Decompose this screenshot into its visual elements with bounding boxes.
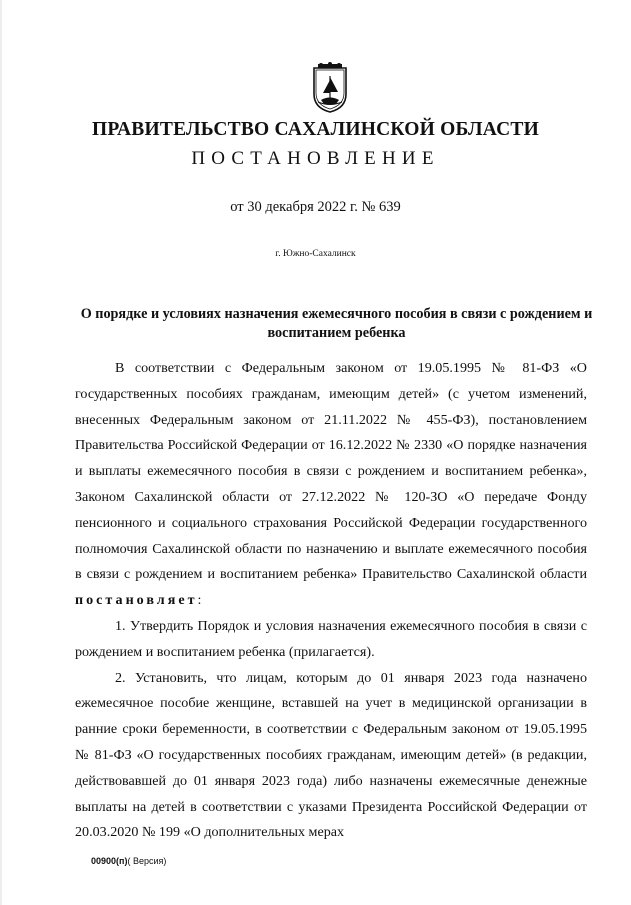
decree-word: постановляет bbox=[75, 592, 198, 609]
document-title: О порядке и условиях назначения ежемесячного пособия в связи с рождением и воспитанием ребенка bbox=[80, 306, 593, 341]
city-name: г. Южно-Сахалинск bbox=[275, 249, 356, 259]
date-and-number: от 30 декабря 2022 г. № 639 bbox=[230, 199, 401, 215]
coat-of-arms-icon bbox=[310, 62, 350, 114]
document-type: ПОСТАНОВЛЕНИЕ bbox=[191, 148, 440, 169]
document-body bbox=[75, 356, 587, 846]
decree-suffix: : bbox=[197, 592, 202, 609]
preamble-text: В соответствии с Федеральным законом от 19.05.1995 № 81-ФЗ «О государственных пособиях гражданам, имеющим детей» (с учетом изменений, внесенных Федеральным законом от 21.11.2022 № 455-ФЗ), постановлением Правительства Российской Федерации от 16.12.2022 № 2330 «О порядке назначения и выплаты ежемесячного пособия в связи с рождением и воспитанием ребенка», Законом Сахалинской области от 27.12.2022 № 120-ЗО «О передаче Фонду пенсионного и социального страхования Российской Федерации государственного полномочия Сахалинской области по назначению и выплате ежемесячного пособия в связи с рождением и воспитанием ребенка» Правительство Сахалинской области bbox=[75, 360, 587, 583]
organization-name: ПРАВИТЕЛЬСТВО САХАЛИНСКОЙ ОБЛАСТИ bbox=[92, 119, 539, 140]
item-1: 1. Утвердить Порядок и условия назначения ежемесячного пособия в связи с рождением и воспитанием ребенка (прилагается). bbox=[75, 617, 587, 660]
item-2: 2. Установить, что лицам, которым до 01 января 2023 года назначено ежемесячное пособие женщине, вставшей на учет в медицинской организации в ранние сроки беременности, в соответствии с Федеральным законом от 19.05.1995 № 81-ФЗ «О государственных пособиях гражданам, имеющим детей» (в редакции, действовавшей до 01 января 2023 года) либо назначены ежемесячные денежные выплаты на детей в соответствии с указами Президента Российской Федерации от 20.03.2020 № 199 «О дополнительных мерах bbox=[75, 669, 587, 841]
preamble-paragraph bbox=[75, 356, 587, 614]
footer-version-label: ( Версия) bbox=[127, 856, 167, 866]
footer-code-number: 00900(п) bbox=[91, 856, 128, 866]
footer-code bbox=[91, 856, 166, 866]
